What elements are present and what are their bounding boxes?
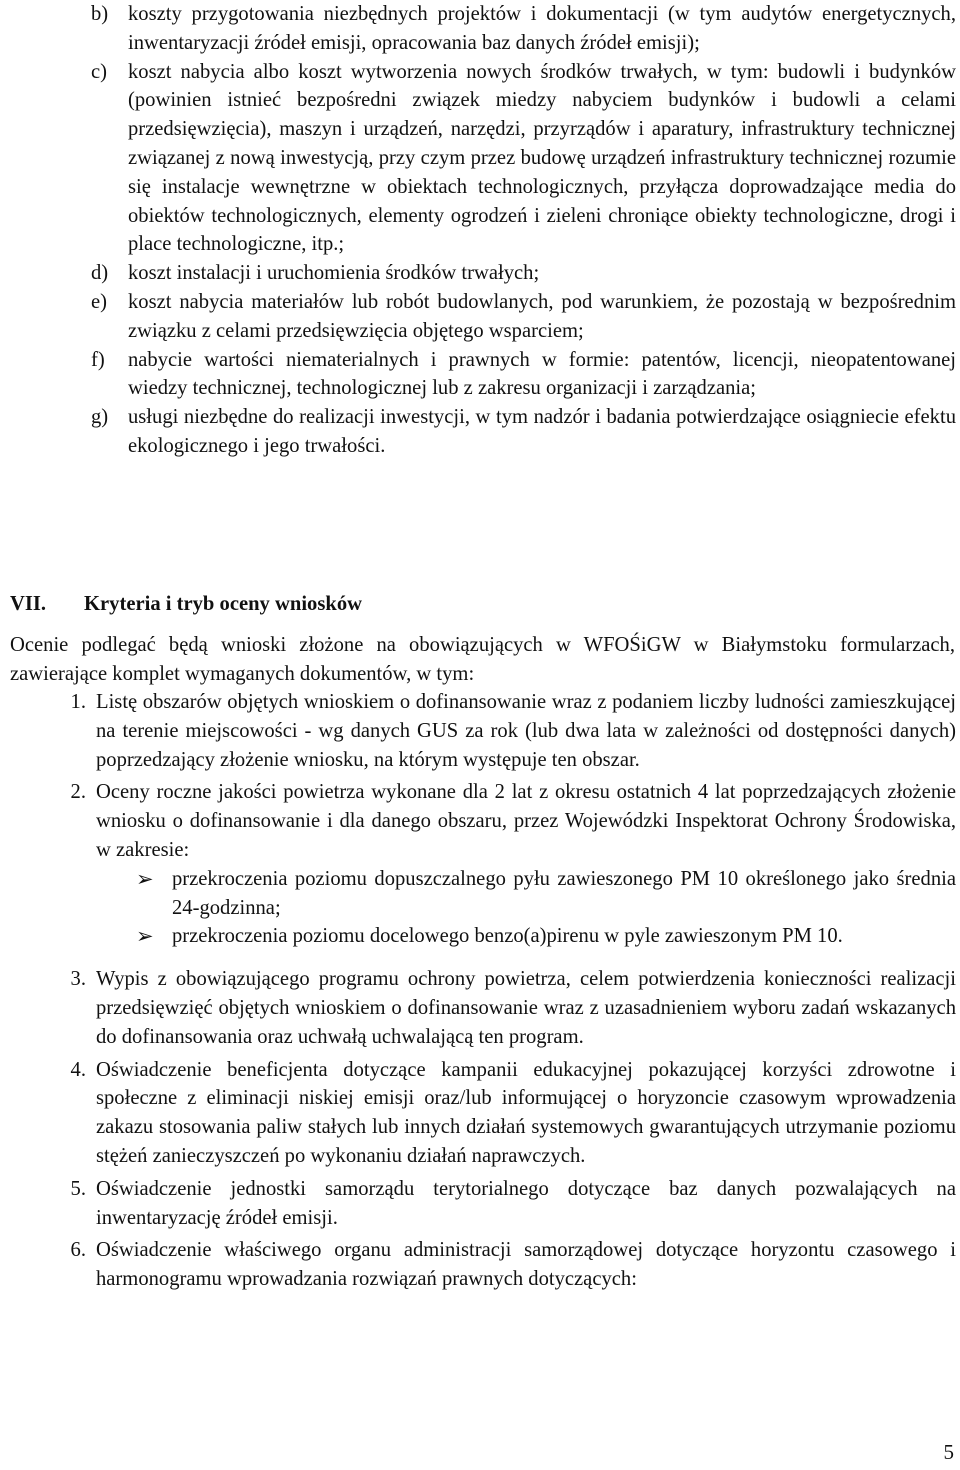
list-marker: 3. [70,968,86,991]
list-marker: 4. [70,1058,86,1081]
list-marker: d) [91,262,109,285]
list-marker: 6. [70,1239,86,1262]
list-item [0,259,960,288]
list-item [0,1236,960,1294]
list-item [0,1175,960,1233]
intro-paragraph: Ocenie podlegać będą wnioski złożone na obowiązujących w WFOŚiGW w Białymstoku formularzach, zawierające komplet wymaganych dokumentów, w tym: [10,634,955,685]
section-number: VII. [10,593,47,615]
list-item [0,1056,960,1171]
list-item [0,346,960,404]
arrow-bullet-icon: ➢ [136,924,154,949]
sub-list-item [96,865,956,923]
requirements-list [0,688,960,1294]
list-marker: 5. [70,1177,86,1200]
list-marker: c) [91,60,107,83]
list-item [0,778,960,951]
list-item-text: Oświadczenie właściwego organu administracji samorządowej dotyczące horyzontu czasowego i harmonogramu wprowadzania rozwiązań prawnych dotyczących: [96,1239,956,1291]
list-marker: 2. [70,781,86,804]
page-number: 5 [943,1440,954,1464]
cost-list [0,0,960,461]
list-item-text: usługi niezbędne do realizacji inwestycji, w tym nadzór i badania potwierdzające osiągniecie efektu ekologicznego i jego trwałości. [128,406,956,457]
sub-list-item [96,922,956,951]
arrow-bullet-icon: ➢ [136,866,154,891]
list-marker: e) [91,290,107,313]
sub-list-item-text: przekroczenia poziomu docelowego benzo(a)pirenu w pyle zawieszonym PM 10. [172,925,843,948]
list-item-text: koszt nabycia albo koszt wytworzenia nowych środków trwałych, w tym: budowli i budynków (powinien istnieć bezpośredni związek miedzy nabyciem budynków i budowli a celami przedsięwzięcia), maszyn i urządzeń, narzędzi, przyrządów i aparatury, infrastruktury technicznej związanej z nową inwestycją, przy czym przez budowę urządzeń infrastruktury technicznej rozumie się instalacje wewnętrzne w obiektach technologicznych, przyłącza doprowadzające media do obiektów technologicznych, elementy ogrodzeń i zieleni chroniące obiekty technologiczne, drogi i place technologiczne, itp.; [128,60,956,256]
list-item-text: koszt instalacji i uruchomienia środków trwałych; [128,262,540,285]
list-item-text: Oświadczenie beneficjenta dotyczące kampanii edukacyjnej pokazującej korzyści zdrowotne i społeczne z eliminacji niskiej emisji oraz/lub informującej o horyzoncie czasowym wprowadzenia zakazu stosowania paliw stałych lub innych działań systemowych gwarantujących utrzymanie poziomu stężeń zanieczyszczeń po wykonaniu działań naprawczych. [96,1058,956,1167]
list-item [0,965,960,1051]
list-item [0,58,960,260]
list-item [0,403,960,461]
sub-list [96,865,956,951]
list-marker: f) [91,348,105,371]
list-item-text: Wypis z obowiązującego programu ochrony powietrza, celem potwierdzenia konieczności realizacji przedsięwzięć objętych wnioskiem o dofinansowanie wraz z uzasadnieniem wyboru zadań wskazanych do dofinansowania oraz uchwałą uchwalającą ten program. [96,968,956,1048]
section-title: Kryteria i tryb oceny wniosków [84,593,362,615]
list-marker: 1. [70,691,86,713]
list-item-text: nabycie wartości niematerialnych i prawnych w formie: patentów, licencji, nieopatentowanej wiedzy technicznej, technologicznej lub z zakresu organizacji i zarządzania; [128,348,956,400]
list-item-text: Oświadczenie jednostki samorządu terytorialnego dotyczące baz danych pozwalających na inwentaryzację źródeł emisji. [96,1177,956,1229]
list-item-text: Listę obszarów objętych wnioskiem o dofinansowanie wraz z podaniem liczby ludności zamieszkującej na terenie miejscowości - wg danych GUS za rok (lub dwa lata w zależności od dostępności danych) poprzedzający złożenie wniosku, na którym występuje ten obszar. [96,691,956,771]
sub-list-item-text: przekroczenia poziomu dopuszczalnego pyłu zawieszonego PM 10 określonego jako średnia 24-godzinna; [172,867,956,919]
list-item-text: Oceny roczne jakości powietrza wykonane dla 2 lat z okresu ostatnich 4 lat poprzedzających złożenie wniosku o dofinansowanie i dla danego obszaru, przez Wojewódzki Inspektorat Ochrony Środowiska, w zakresie: [96,781,956,861]
list-item [0,688,960,774]
list-marker: b) [91,3,109,25]
list-item-text: koszty przygotowania niezbędnych projektów i dokumentacji (w tym audytów energetycznych, inwentaryzacji źródeł emisji, opracowania baz danych źródeł emisji); [128,3,956,54]
list-marker: g) [91,406,109,429]
list-item [0,0,960,58]
list-item [0,288,960,346]
list-item-text: koszt nabycia materiałów lub robót budowlanych, pod warunkiem, że pozostają w bezpośrednim związku z celami przedsięwzięcia objętego wsparciem; [128,290,956,342]
